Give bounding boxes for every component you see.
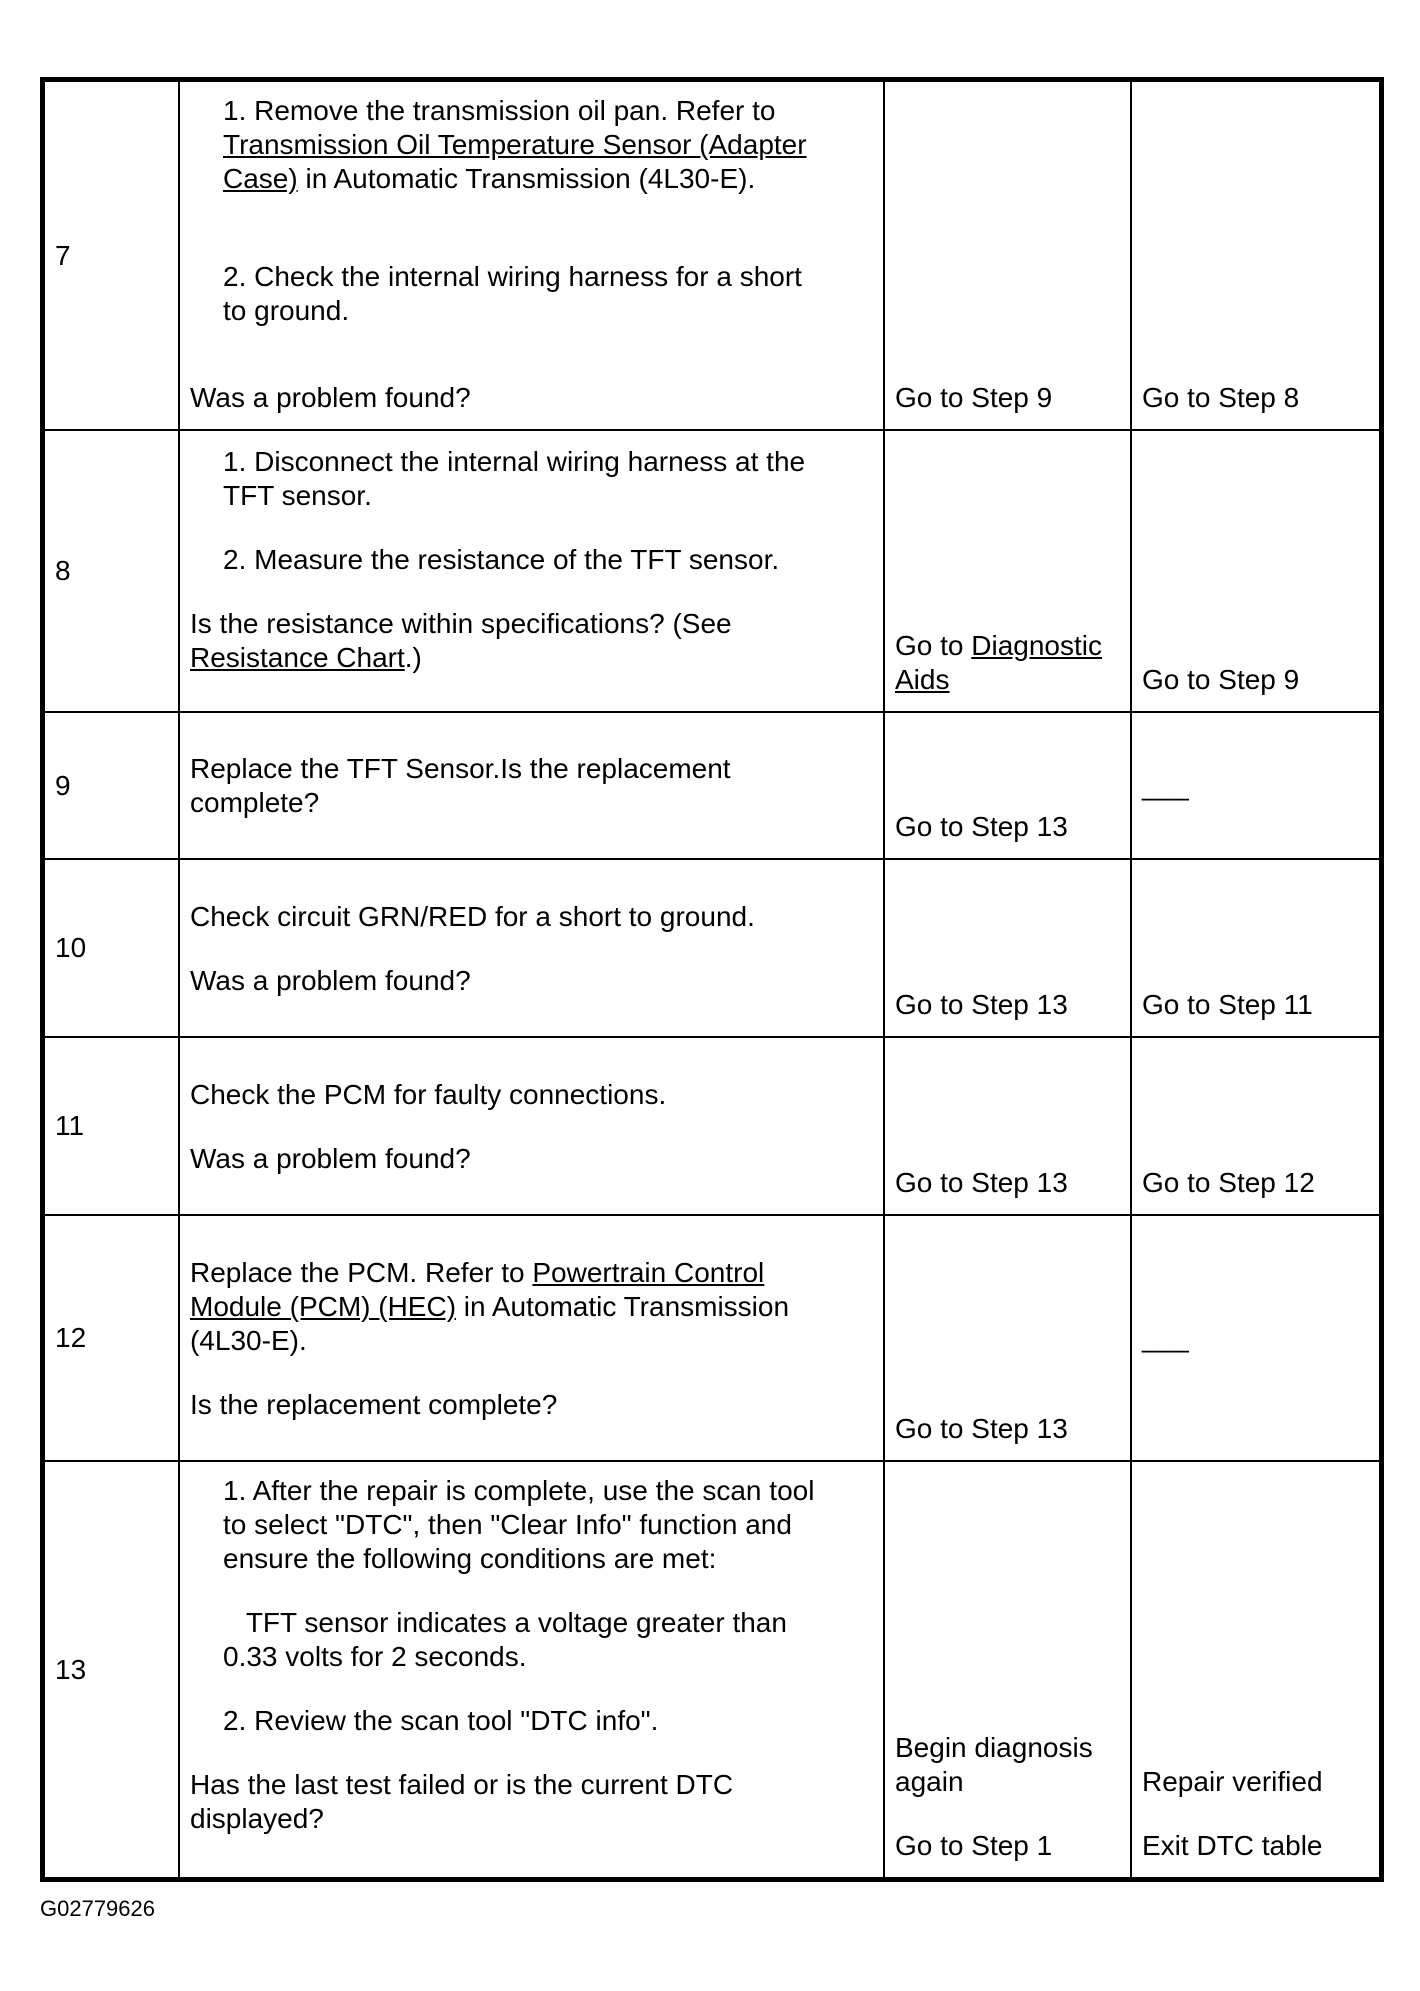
yes-result: Go to <box>895 630 972 661</box>
no-cell <box>1132 1216 1379 1460</box>
action-text: 1. Disconnect the internal wiring harness at the <box>223 446 806 477</box>
question-text: Is the replacement complete? <box>190 1389 558 1420</box>
yes-result: Begin diagnosis <box>895 1732 1093 1763</box>
question-text: Was a problem found? <box>190 382 471 413</box>
action-text: to select "DTC", then "Clear Info" function and <box>223 1509 792 1540</box>
action-text: TFT sensor indicates a voltage greater than <box>223 1607 787 1638</box>
question-text: Has the last test failed or is the current DTC <box>190 1769 734 1800</box>
link-tft-sensor-adapter-case[interactable]: Case) <box>223 163 298 194</box>
no-result: ___ <box>1142 769 1189 801</box>
action-text: 2. Check the internal wiring harness for a short <box>223 261 802 292</box>
action-text: 2. Review the scan tool "DTC info". <box>223 1705 659 1736</box>
diagnostic-table <box>40 77 1384 1882</box>
action-cell <box>180 431 885 711</box>
yes-result: Go to Step 13 <box>895 989 1068 1020</box>
action-text: 1. After the repair is complete, use the scan tool <box>223 1475 815 1506</box>
link-tft-sensor-adapter-case[interactable]: Transmission Oil Temperature Sensor (Adapter <box>223 129 807 160</box>
yes-cell <box>885 1216 1132 1460</box>
step-number: 11 <box>45 1038 180 1214</box>
table-row <box>45 429 1379 711</box>
action-text: in Automatic Transmission (4L30-E). <box>297 163 756 194</box>
yes-cell <box>885 1038 1132 1214</box>
question-text: Was a problem found? <box>190 1143 471 1174</box>
action-cell <box>180 1462 885 1877</box>
no-cell <box>1132 431 1379 711</box>
step-number: 9 <box>45 713 180 858</box>
link-powertrain-control-module[interactable]: Module (PCM) (HEC) <box>190 1291 457 1322</box>
yes-cell <box>885 860 1132 1036</box>
yes-cell <box>885 82 1132 429</box>
yes-result: Go to Step 1 <box>895 1830 1053 1861</box>
table-row <box>45 82 1379 429</box>
action-text: to ground. <box>223 295 350 326</box>
yes-cell <box>885 431 1132 711</box>
link-diagnostic-aids[interactable]: Aids <box>895 664 950 695</box>
action-cell <box>180 713 885 858</box>
no-result: Go to Step 11 <box>1142 989 1313 1020</box>
yes-result: Go to Step 13 <box>895 1167 1068 1198</box>
action-text: Replace the PCM. Refer to <box>190 1257 533 1288</box>
table-row <box>45 711 1379 858</box>
question-text: Is the resistance within specifications? (See <box>190 608 732 639</box>
action-text: (4L30-E). <box>190 1325 307 1356</box>
yes-result: Go to Step 13 <box>895 811 1068 842</box>
action-text: ensure the following conditions are met: <box>223 1543 717 1574</box>
action-text: 0.33 volts for 2 seconds. <box>223 1641 527 1672</box>
no-result: Go to Step 9 <box>1142 664 1300 695</box>
no-cell <box>1132 860 1379 1036</box>
link-powertrain-control-module[interactable]: Powertrain Control <box>532 1257 765 1288</box>
question-text: displayed? <box>190 1803 324 1834</box>
no-cell <box>1132 1462 1379 1877</box>
action-text: Check the PCM for faulty connections. <box>190 1079 667 1110</box>
table-row <box>45 1214 1379 1460</box>
no-result: ___ <box>1142 1322 1189 1353</box>
yes-cell <box>885 713 1132 858</box>
action-cell <box>180 1216 885 1460</box>
step-number: 7 <box>45 82 180 429</box>
action-text: in Automatic Transmission <box>456 1291 790 1322</box>
action-text: 2. Measure the resistance of the TFT sensor. <box>223 544 780 575</box>
no-cell <box>1132 1038 1379 1214</box>
step-number: 13 <box>45 1462 180 1877</box>
no-result: Go to Step 8 <box>1142 382 1300 413</box>
step-number: 12 <box>45 1216 180 1460</box>
yes-result: again <box>895 1766 964 1797</box>
action-cell <box>180 860 885 1036</box>
no-cell <box>1132 713 1379 858</box>
no-result: Go to Step 12 <box>1142 1167 1315 1198</box>
question-text: .) <box>404 642 422 673</box>
yes-result: Go to Step 13 <box>895 1413 1068 1444</box>
action-text: TFT sensor. <box>223 480 372 511</box>
no-result: Exit DTC table <box>1142 1830 1323 1861</box>
link-resistance-chart[interactable]: Resistance Chart <box>190 642 405 673</box>
yes-result: Go to Step 9 <box>895 382 1053 413</box>
table-row <box>45 858 1379 1036</box>
action-cell <box>180 1038 885 1214</box>
question-text: complete? <box>190 786 320 818</box>
step-number: 10 <box>45 860 180 1036</box>
link-diagnostic-aids[interactable]: Diagnostic <box>971 630 1102 661</box>
no-result: Repair verified <box>1142 1766 1323 1797</box>
yes-cell <box>885 1462 1132 1877</box>
action-text: 1. Remove the transmission oil pan. Refer to <box>223 95 776 126</box>
figure-code: G02779626 <box>40 1896 155 1921</box>
table-row <box>45 1036 1379 1214</box>
question-text: Replace the TFT Sensor.Is the replacement <box>190 752 731 784</box>
table-row <box>45 1460 1379 1877</box>
question-text: Was a problem found? <box>190 965 471 996</box>
action-text: Check circuit GRN/RED for a short to ground. <box>190 901 755 932</box>
step-number: 8 <box>45 431 180 711</box>
action-cell <box>180 82 885 429</box>
no-cell <box>1132 82 1379 429</box>
